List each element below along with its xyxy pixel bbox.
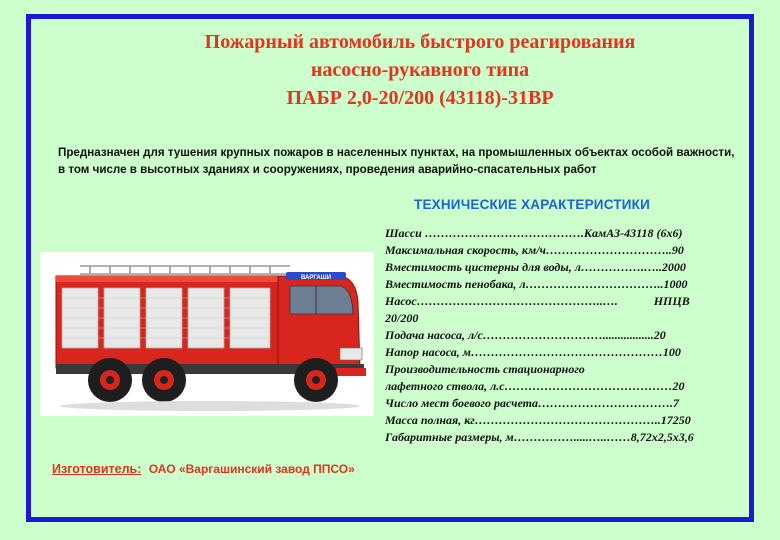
manufacturer-label: Изготовитель: [52,462,142,476]
spec-row: Максимальная скорость, км/ч…………………………..90 [385,243,684,257]
cab-sign: ВАРГАШИ [300,275,332,281]
manufacturer [52,462,355,476]
spec-row: Число мест боевого расчета…………………………….7 [385,396,679,410]
spec-row: Вместимость пенобака, л……………………………..1000 [385,277,688,291]
spec-row: Производительность стационарного [385,362,585,376]
page-title [60,28,780,112]
spec-row: 20/200 [385,311,419,325]
purpose-paragraph: Предназначен для тушения крупных пожаров в населенных пунктах, на промышленных объектах особой важности, в том числе в высотных зданиях и сооружениях, проведения аварийно-спасательных работ [58,146,735,176]
specs-heading: ТЕХНИЧЕСКИЕ ХАРАКТЕРИСТИКИ [414,197,651,212]
manufacturer-name: ОАО «Варгашинский завод ППСО» [148,462,355,476]
spec-row: Габаритные размеры, м…………….....…..……8,72х2,5х3,6 [385,430,694,444]
title-line-1: Пожарный автомобиль быстрого реагирования [204,31,636,53]
spec-row: Насос………………………………………..…. НПЦВ [385,294,690,308]
title-line-3: ПАБР 2,0-20/200 (43118)-31ВР [286,87,554,109]
specs-list [385,225,753,446]
title-line-2: насосно-рукавного типа [310,59,530,81]
spec-row: Напор насоса, м…………………………………………100 [385,345,681,359]
spec-row: Масса полная, кг………………………………………..17250 [385,413,691,427]
spec-row: лафетного ствола, л.с……………………………………20 [385,379,685,393]
spec-row: Подача насоса, л/с………………………….................20 [385,328,666,342]
spec-row: Шасси ………………………………….КамАЗ-43118 (6х6) [385,226,683,240]
fire-truck-image [40,252,374,416]
spec-row: Вместимость цистерны для воды, л…………….…..2000 [385,260,686,274]
